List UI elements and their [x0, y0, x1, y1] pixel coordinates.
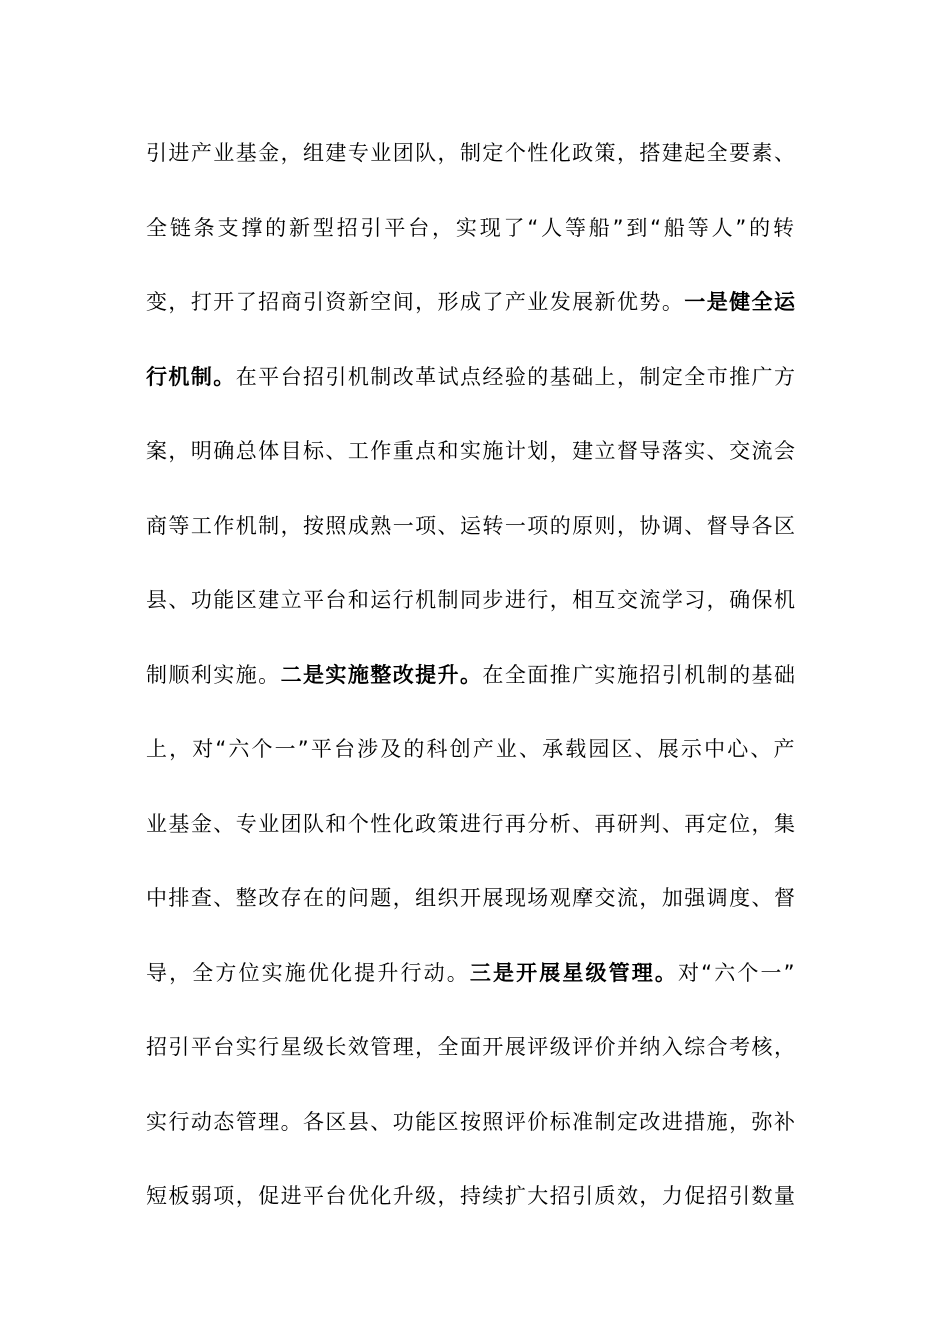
text-run: 全链条支撑的新型招引平台，实现了“人等船”到“船等人”的转 [146, 215, 796, 240]
text-line [146, 429, 796, 504]
bold-heading-run: 一是健全运 [684, 290, 796, 314]
text-run: 对“六个一” [678, 960, 796, 985]
text-line [146, 727, 796, 802]
text-run: 招引平台实行星级长效管理，全面开展评级评价并纳入综合考核， [146, 1035, 796, 1059]
text-run: 在平台招引机制改革试点经验的基础上，制定全市推广方 [235, 364, 796, 389]
text-run: 案，明确总体目标、工作重点和实施计划，建立督导落实、交流会 [146, 439, 796, 463]
text-line [146, 504, 796, 579]
text-run: 商等工作机制，按照成熟一项、运转一项的原则，协调、督导各区 [146, 513, 796, 538]
bold-heading-run: 行机制。 [146, 364, 236, 389]
text-run: 短板弱项，促进平台优化升级，持续扩大招引质效，力促招引数量 [146, 1184, 796, 1208]
text-line [146, 206, 796, 281]
text-line [146, 280, 796, 355]
text-line [146, 876, 796, 951]
text-run: 中排查、整改存在的问题，组织开展现场观摩交流，加强调度、督 [146, 886, 796, 910]
text-run: 上，对“六个一”平台涉及的科创产业、承载园区、展示中心、产 [146, 737, 796, 761]
text-run: 制顺利实施。 [146, 662, 281, 687]
text-line [146, 1025, 796, 1100]
text-line [146, 653, 796, 728]
text-run: 变，打开了招商引资新空间，形成了产业发展新优势。 [146, 290, 685, 314]
body-text [146, 131, 796, 1249]
text-run: 业基金、专业团队和个性化政策进行再分析、再研判、再定位，集 [146, 811, 796, 836]
bold-heading-run: 二是实施整改提升。 [280, 662, 483, 687]
text-run: 引进产业基金，组建专业团队，制定个性化政策，搭建起全要素、 [146, 141, 796, 165]
text-line [146, 131, 796, 206]
text-run: 县、功能区建立平台和运行机制同步进行，相互交流学习，确保机 [146, 588, 796, 612]
text-run: 导，全方位实施优化提升行动。 [146, 960, 470, 985]
text-line [146, 578, 796, 653]
text-run: 在全面推广实施招引机制的基础 [482, 662, 796, 687]
text-line [146, 1174, 796, 1249]
text-line [146, 355, 796, 430]
text-line [146, 951, 796, 1026]
text-line [146, 1100, 796, 1175]
text-line [146, 802, 796, 877]
text-run: 实行动态管理。各区县、功能区按照评价标准制定改进措施，弥补 [146, 1109, 796, 1134]
bold-heading-run: 三是开展星级管理。 [469, 960, 679, 985]
